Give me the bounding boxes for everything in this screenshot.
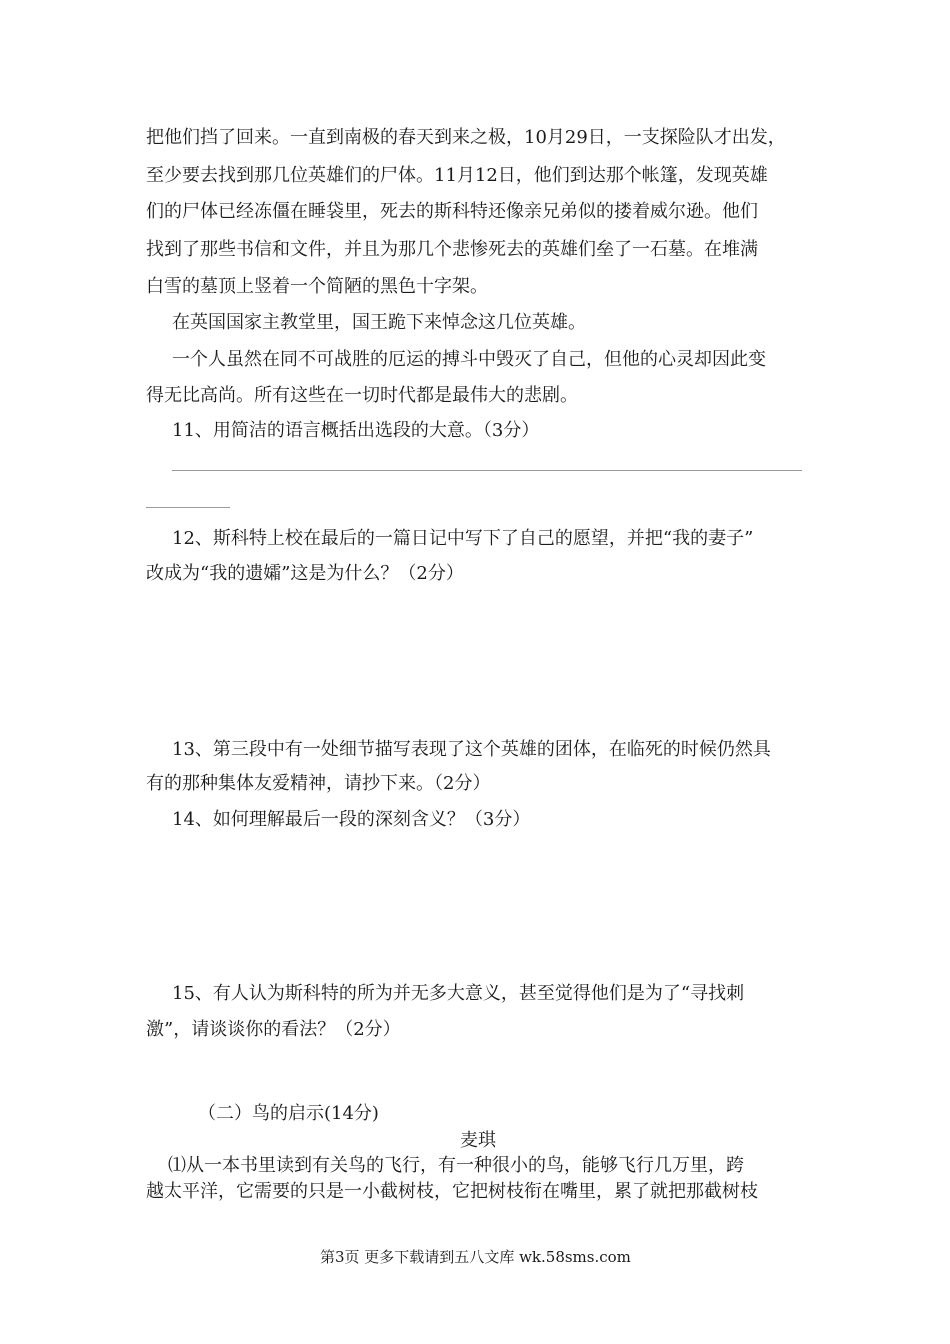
question-11-text: 11、用简洁的语言概括出选段的大意。（3分）	[172, 420, 540, 441]
question-14-text: 14、如何理解最后一段的深刻含义？（3分）	[172, 809, 531, 830]
article-author: 麦琪	[460, 1130, 496, 1151]
passage-line: 在英国国家主教堂里，国王跪下来悼念这几位英雄。	[172, 312, 586, 333]
question-12-text: 12、斯科特上校在最后的一篇日记中写下了自己的愿望，并把“我的妻子”	[172, 528, 754, 549]
passage-line: 得无比高尚。所有这些在一切时代都是最伟大的悲剧。	[146, 385, 578, 406]
passage-line: 把他们挡了回来。一直到南极的春天到来之极，10月29日，一支探险队才出发，	[146, 127, 786, 148]
page-footer: 第3页 更多下载请到五八文库 wk.58sms.com	[320, 1248, 631, 1266]
question-15-text: 激”，请谈谈你的看法？（2分）	[146, 1019, 401, 1040]
passage-line: 至少要去找到那几位英雄们的尸体。11月12日，他们到达那个帐篷，发现英雄	[146, 165, 768, 186]
question-12-text: 改成为“我的遗孀”这是为什么？（2分）	[146, 563, 464, 584]
article-paragraph: ⑴从一本书里读到有关鸟的飞行，有一种很小的鸟，能够飞行几万里，跨	[168, 1155, 744, 1176]
answer-line	[146, 507, 230, 508]
question-13-text: 13、第三段中有一处细节描写表现了这个英雄的团体，在临死的时候仍然具	[172, 739, 771, 760]
section-heading: （二）鸟的启示(14分)	[198, 1103, 379, 1124]
article-paragraph: 越太平洋，它需要的只是一小截树枝，它把树枝衔在嘴里，累了就把那截树枝	[146, 1181, 758, 1202]
answer-line	[172, 470, 802, 471]
passage-line: 找到了那些书信和文件，并且为那几个悲惨死去的英雄们垒了一石墓。在堆满	[146, 239, 758, 260]
passage-line: 白雪的墓顶上竖着一个简陋的黑色十字架。	[146, 276, 488, 297]
passage-line: 一个人虽然在同不可战胜的厄运的搏斗中毁灭了自己，但他的心灵却因此变	[172, 349, 766, 370]
passage-line: 们的尸体已经冻僵在睡袋里，死去的斯科特还像亲兄弟似的搂着威尔逊。他们	[146, 201, 758, 222]
question-13-text: 有的那种集体友爱精神，请抄下来。（2分）	[146, 773, 491, 794]
question-15-text: 15、有人认为斯科特的所为并无多大意义，甚至觉得他们是为了“寻找刺	[172, 983, 745, 1004]
